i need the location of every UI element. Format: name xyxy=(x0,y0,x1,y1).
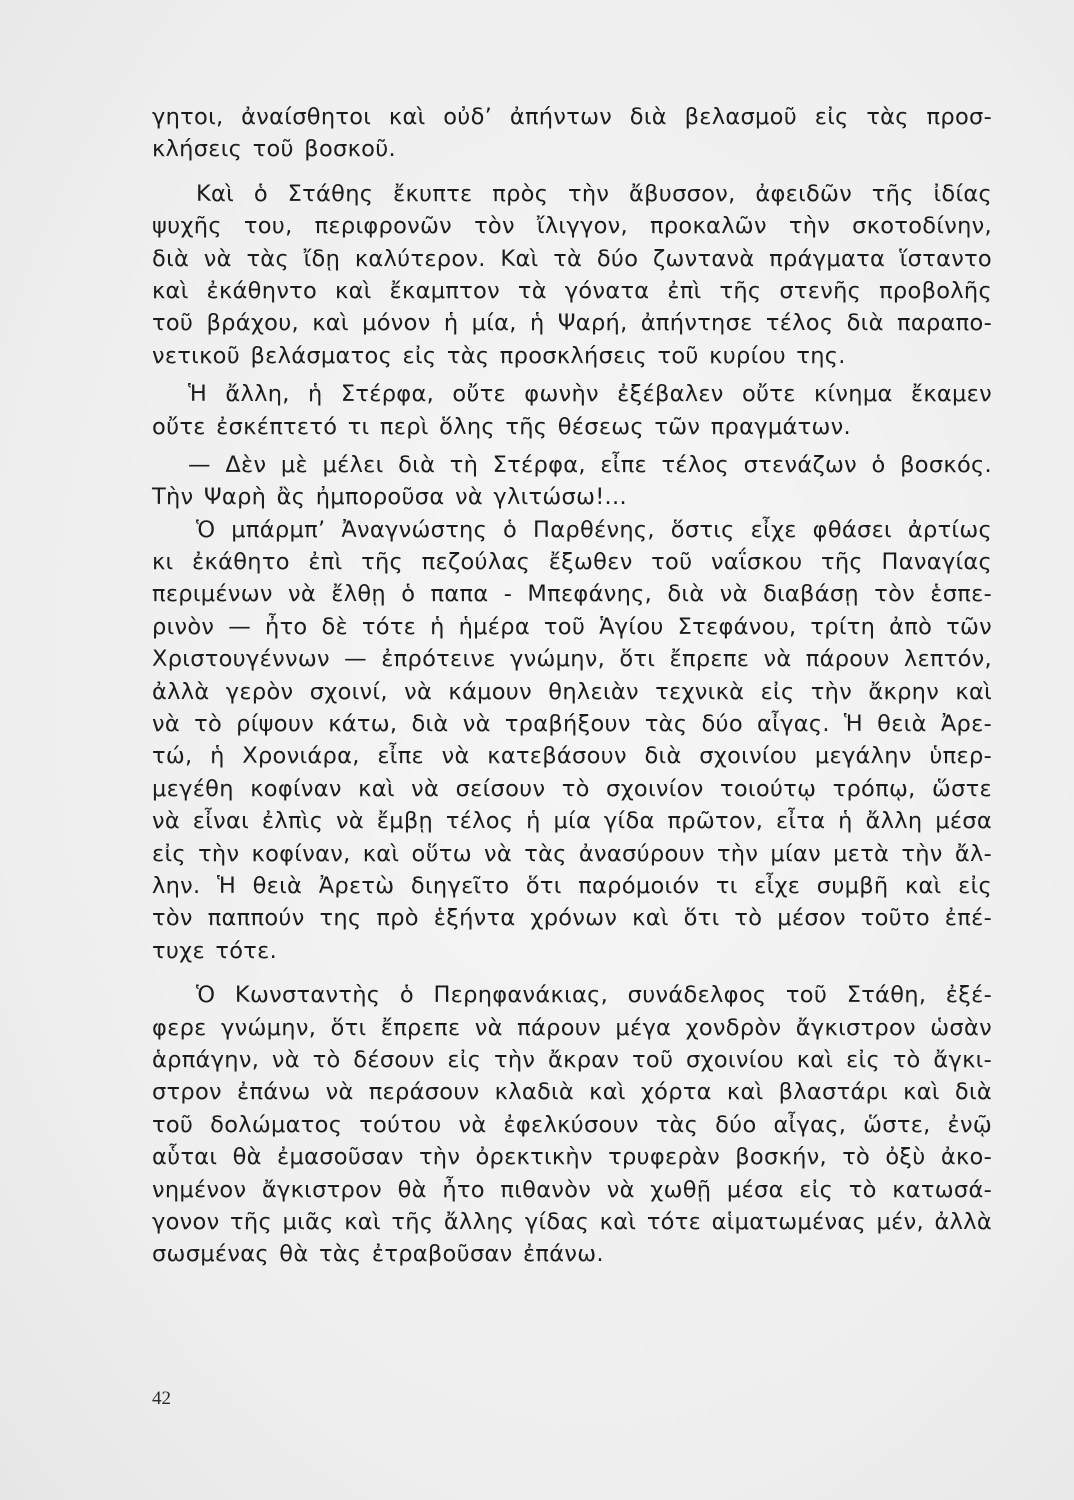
text-line: διὰ νὰ τὰς ἴδῃ καλύτερον. Καὶ τὰ δύο ζωντανὰ πράγματα ἵσταντο xyxy=(152,245,992,272)
text-line: Χριστουγέννων — ἐπρότεινε γνώμην, ὅτι ἔπρεπε νὰ πάρουν λεπτόν, xyxy=(152,646,992,673)
text-line: Ὁ Κωνσταντὴς ὁ Περηφανάκιας, συνάδελφος τοῦ Στάθη, ἐξέ- xyxy=(196,982,992,1009)
text-line: ρινὸν — ἦτο δὲ τότε ἡ ἡμέρα τοῦ Ἁγίου Στεφάνου, τρίτη ἀπὸ τῶν xyxy=(152,613,992,640)
text-line: μεγέθη κοφίναν καὶ νὰ σείσουν τὸ σχοινίον τοιούτῳ τρόπῳ, ὥστε xyxy=(152,775,992,802)
text-line: νετικοῦ βελάσματος εἰς τὰς προσκλήσεις τοῦ κυρίου της. xyxy=(152,342,846,369)
text-line: τὸν παππούν της πρὸ ἑξήντα χρόνων καὶ ὅτι τὸ μέσον τοῦτο ἐπέ- xyxy=(152,905,992,932)
text-line: ἀλλὰ γερὸν σχοινί, νὰ κάμουν θηλειὰν τεχνικὰ εἰς τὴν ἄκρην καὶ xyxy=(152,678,992,705)
text-line: τυχε τότε. xyxy=(152,937,278,964)
text-line: Ὁ μπάρμπ’ Ἀναγνώστης ὁ Παρθένης, ὅστις εἶχε φθάσει ἀρτίως xyxy=(196,516,992,543)
text-line: νὰ εἶναι ἐλπὶς νὰ ἔμβῃ τέλος ἡ μία γίδα πρῶτον, εἶτα ἡ ἄλλη μέσα xyxy=(152,808,992,835)
text-line: Τὴν Ψαρὴ ἂς ἠμποροῦσα νὰ γλιτώσω!... xyxy=(152,484,627,511)
text-line: γητοι, ἀναίσθητοι καὶ οὐδ’ ἀπήντων διὰ βελασμοῦ εἰς τὰς προσ- xyxy=(152,104,992,130)
text-line: ψυχῆς του, περιφρονῶν τὸν ἴλιγγον, προκαλῶν τὴν σκοτοδίνην, xyxy=(152,213,992,240)
text-line: τοῦ βράχου, καὶ μόνον ἡ μία, ἡ Ψαρή, ἀπήντησε τέλος διὰ παραπο- xyxy=(152,310,992,337)
text-line: καὶ ἐκάθηντο καὶ ἔκαμπτον τὰ γόνατα ἐπὶ τῆς στενῆς προβολῆς xyxy=(152,277,992,304)
text-line: Καὶ ὁ Στάθης ἔκυπτε πρὸς τὴν ἄβυσσον, ἀφειδῶν τῆς ἰδίας xyxy=(196,180,992,207)
text-line: αὗται θὰ ἐμασοῦσαν τὴν ὀρεκτικὴν τρυφερὰν βοσκήν, τὸ ὀξὺ ἀκο- xyxy=(152,1144,992,1171)
text-line: κι ἐκάθητο ἐπὶ τῆς πεζούλας ἔξωθεν τοῦ ναΐσκου τῆς Παναγίας xyxy=(152,549,992,576)
text-line: γονον τῆς μιᾶς καὶ τῆς ἄλλης γίδας καὶ τότε αἱματωμένας μέν, ἀλλὰ xyxy=(152,1208,992,1235)
page-number: 42 xyxy=(152,1388,171,1409)
text-line: νὰ τὸ ρίψουν κάτω, διὰ νὰ τραβήξουν τὰς δύο αἶγας. Ἡ θειὰ Ἀρε- xyxy=(152,711,992,738)
text-line: ἁρπάγην, νὰ τὸ δέσουν εἰς τὴν ἄκραν τοῦ σχοινίου καὶ εἰς τὸ ἄγκι- xyxy=(152,1046,992,1073)
text-line: λην. Ἡ θειὰ Ἀρετὼ διηγεῖτο ὅτι παρόμοιόν τι εἶχε συμβῆ καὶ εἰς xyxy=(152,872,992,899)
text-line: περιμένων νὰ ἔλθῃ ὁ παπα - Μπεφάνης, διὰ νὰ διαβάσῃ τὸν ἑσπε- xyxy=(152,581,992,608)
text-line: στρον ἐπάνω νὰ περάσουν κλαδιὰ καὶ χόρτα καὶ βλαστάρι καὶ διὰ xyxy=(152,1079,992,1106)
text-line: σωσμένας θὰ τὰς ἐτραβοῦσαν ἐπάνω. xyxy=(152,1241,604,1268)
text-line: κλήσεις τοῦ βοσκοῦ. xyxy=(152,136,396,163)
text-line: τώ, ἡ Χρονιάρα, εἶπε νὰ κατεβάσουν διὰ σχοινίου μεγάλην ὑπερ- xyxy=(152,743,992,770)
text-line: νημένον ἄγκιστρον θὰ ἦτο πιθανὸν νὰ χωθῇ μέσα εἰς τὸ κατωσά- xyxy=(152,1176,992,1203)
text-line: οὔτε ἐσκέπτετό τι περὶ ὅλης τῆς θέσεως τῶν πραγμάτων. xyxy=(152,413,851,440)
body-text xyxy=(152,101,992,1271)
text-line: εἰς τὴν κοφίναν, καὶ οὕτω νὰ τὰς ἀνασύρουν τὴν μίαν μετὰ τὴν ἄλ- xyxy=(152,840,992,867)
text-line: — Δὲν μὲ μέλει διὰ τὴ Στέρφα, εἶπε τέλος στενάζων ὁ βοσκός. xyxy=(188,451,992,478)
text-line: Ἡ ἄλλη, ἡ Στέρφα, οὔτε φωνὴν ἐξέβαλεν οὔτε κίνημα ἔκαμεν xyxy=(188,381,992,408)
text-line: τοῦ δολώματος τούτου νὰ ἐφελκύσουν τὰς δύο αἶγας, ὥστε, ἐνῷ xyxy=(152,1111,992,1138)
text-line: φερε γνώμην, ὅτι ἔπρεπε νὰ πάρουν μέγα χονδρὸν ἄγκιστρον ὡσὰν xyxy=(152,1014,992,1041)
